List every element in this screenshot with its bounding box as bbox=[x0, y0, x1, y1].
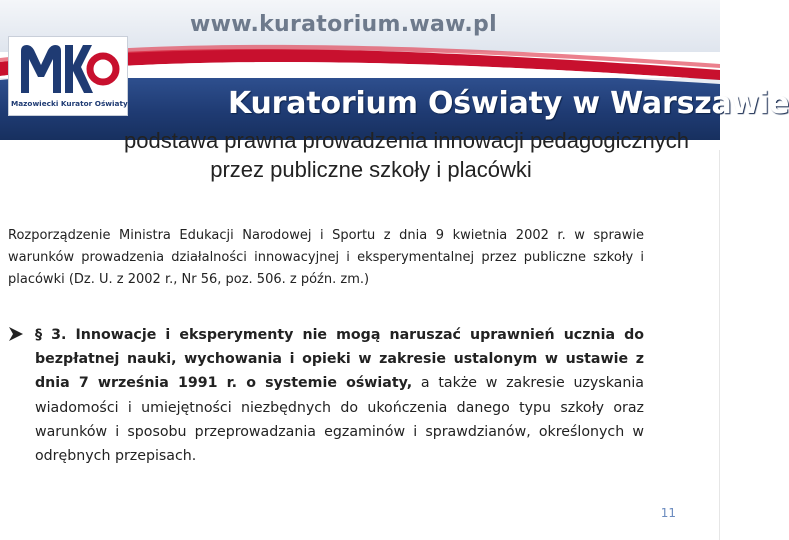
bullet-text bbox=[35, 323, 644, 468]
bullet-text-rest: a także w zakresie uzyskania wiadomości i umiejętności niezbędnych do ukończenia danego typu szkoły oraz warunków i sposobu przeprowadzania egzaminów i sprawdzianów, określonych w odrębnych przepisach. bbox=[35, 375, 644, 465]
bullet-text-bold: § 3. Innowacje i eksperymenty nie mogą naruszać uprawnień ucznia do bezpłatnej nauki, wychowania i opieki w zakresie ustalonym w ustawie z dnia 7 września 1991 r. o systemie oświaty, bbox=[35, 327, 644, 392]
logo-caption: Mazowiecki Kurator Oświaty bbox=[11, 99, 128, 108]
arrow-bullet-icon bbox=[8, 326, 24, 342]
header-banner bbox=[0, 0, 789, 140]
mko-logo-mark bbox=[17, 41, 117, 97]
banner-title: Kuratorium Oświaty w Warszawie bbox=[228, 86, 789, 121]
slide-heading bbox=[0, 126, 720, 184]
slide-edge bbox=[719, 150, 720, 540]
heading-line-1: podstawa prawna prowadzenia innowacji pedagogicznych bbox=[124, 128, 690, 153]
heading-line-2: przez publiczne szkoły i placówki bbox=[210, 157, 532, 182]
logo[interactable] bbox=[8, 36, 128, 116]
bullet-item bbox=[8, 323, 644, 468]
page-number: 11 bbox=[660, 506, 676, 520]
legal-reference: Rozporządzenie Ministra Edukacji Narodowej i Sportu z dnia 9 kwietnia 2002 r. w sprawie warunków prowadzenia działalności innowacyjnej i eksperymentalnej przez publiczne szkoły i placówki (Dz. U. z 2002 r., Nr 56, poz. 506. z późn. zm.) bbox=[8, 228, 644, 287]
site-url[interactable]: www.kuratorium.waw.pl bbox=[190, 12, 497, 37]
